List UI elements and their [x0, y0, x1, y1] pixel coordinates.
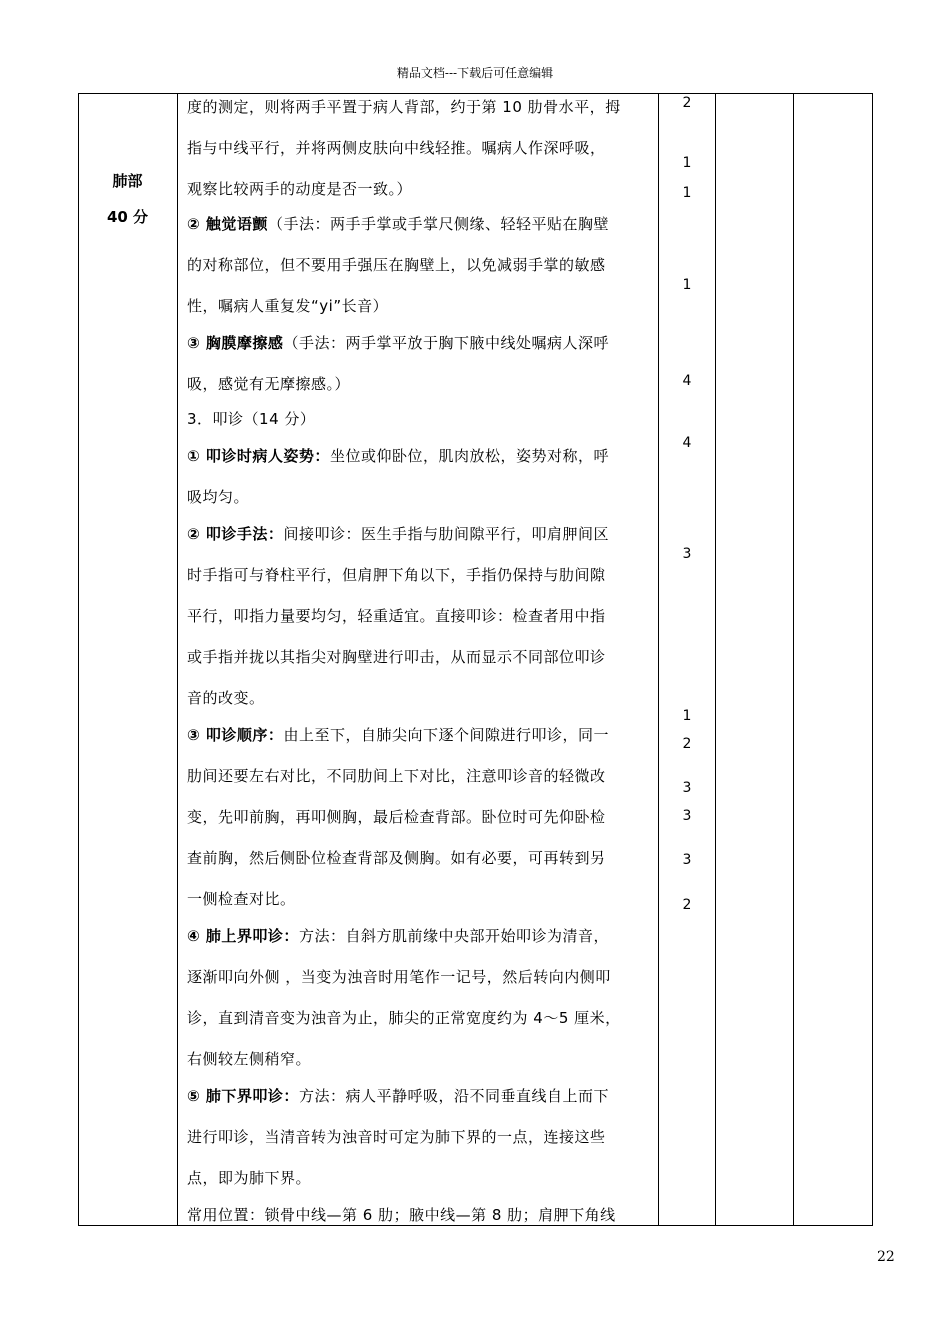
- item-text: 间接叩诊：医生手指与肋间隙平行，叩肩胛间区: [283, 525, 609, 543]
- item-text: 进行叩诊，当清音转为浊音时可定为肺下界的一点，连接这些: [187, 1128, 606, 1146]
- item-heading: ② 叩诊手法：: [187, 525, 284, 543]
- content-line: [187, 1007, 621, 1028]
- content-line: [187, 332, 609, 353]
- content-line: [187, 765, 606, 786]
- score-value: 3: [682, 546, 692, 562]
- score-value: 1: [682, 708, 692, 724]
- score-value: 2: [682, 897, 692, 913]
- item-text: 肋间还要左右对比，不同肋间上下对比，注意叩诊音的轻微改: [187, 767, 606, 785]
- content-line: [187, 847, 606, 868]
- content-line: [187, 445, 609, 466]
- content-line: [187, 96, 621, 117]
- item-text: 变，先叩前胸，再叩侧胸，最后检查背部。卧位时可先仰卧检: [187, 808, 606, 826]
- item-text: 3．叩诊（14 分）: [187, 410, 316, 428]
- content-line: [187, 295, 388, 316]
- item-text: 的对称部位，但不要用手强压在胸壁上，以免减弱手掌的敏感: [187, 256, 606, 274]
- column-divider-1: [177, 93, 178, 1226]
- item-text: 平行，叩指力量要均匀，轻重适宜。直接叩诊：检查者用中指: [187, 607, 606, 625]
- page-header: 精品文档---下载后可任意编辑: [396, 66, 554, 80]
- item-text: 常用位置：锁骨中线—第 6 肋；腋中线—第 8 肋；肩胛下角线: [187, 1206, 616, 1224]
- item-text: （手法：两手掌平放于胸下腋中线处嘱病人深呼: [283, 334, 609, 352]
- item-text: 吸，感觉有无摩擦感。）: [187, 375, 351, 393]
- item-text: 指与中线平行，并将两侧皮肤向中线轻推。嘱病人作深呼吸，: [187, 139, 606, 157]
- table-bottom-border: [78, 1225, 873, 1226]
- assessment-table: [78, 93, 873, 1226]
- content-line: [187, 724, 609, 745]
- section-name: 肺部: [112, 172, 143, 190]
- item-text: 方法：自斜方肌前缘中央部开始叩诊为清音，: [298, 927, 609, 945]
- item-text: 性，嘱病人重复发“yi”长音）: [187, 297, 389, 315]
- content-line: [187, 137, 606, 158]
- score-value: 3: [682, 852, 692, 868]
- score-value: 2: [682, 95, 692, 111]
- content-line: [187, 486, 249, 507]
- score-value: 4: [682, 435, 692, 451]
- content-line: [187, 646, 606, 667]
- item-heading: ① 叩诊时病人姿势：: [187, 447, 330, 465]
- item-text: 度的测定，则将两手平置于病人背部，约于第 10 肋骨水平，拇: [187, 98, 621, 116]
- content-line: [187, 213, 609, 234]
- column-divider-3: [715, 93, 716, 1226]
- content-line: [187, 1085, 609, 1106]
- item-heading: ③ 叩诊顺序：: [187, 726, 284, 744]
- score-value: 1: [682, 185, 692, 201]
- item-text: 点，即为肺下界。: [187, 1169, 312, 1187]
- column-divider-2: [658, 93, 659, 1226]
- score-value: 4: [682, 373, 692, 389]
- section-score: 40 分: [106, 208, 149, 226]
- item-text: 吸均匀。: [187, 488, 250, 506]
- score-value: 1: [682, 155, 692, 171]
- item-text: 由上至下，自肺尖向下逐个间隙进行叩诊，同一: [283, 726, 609, 744]
- content-line: [187, 564, 606, 585]
- content-line: [187, 523, 609, 544]
- content-line: [187, 925, 609, 946]
- score-value: 2: [682, 736, 692, 752]
- content-line: [187, 254, 606, 275]
- item-text: 坐位或仰卧位，肌肉放松，姿势对称，呼: [329, 447, 609, 465]
- item-heading: ⑤ 肺下界叩诊：: [187, 1087, 299, 1105]
- item-text: 逐渐叩向外侧 ，当变为浊音时用笔作一记号，然后转向内侧叩: [187, 968, 611, 986]
- content-line: [187, 1048, 311, 1069]
- item-heading: ② 触觉语颤: [187, 215, 268, 233]
- content-line: [187, 888, 296, 909]
- content-line: [187, 178, 412, 199]
- score-value: 1: [682, 277, 692, 293]
- content-line: [187, 1204, 616, 1225]
- item-text: 音的改变。: [187, 689, 265, 707]
- content-line: [187, 373, 350, 394]
- item-text: 或手指并拢以其指尖对胸壁进行叩击，从而显示不同部位叩诊: [187, 648, 606, 666]
- item-text: 查前胸，然后侧卧位检查背部及侧胸。如有必要，可再转到另: [187, 849, 606, 867]
- table-border-right: [872, 93, 873, 1226]
- item-text: 观察比较两手的动度是否一致。）: [187, 180, 413, 198]
- item-heading: ③ 胸膜摩擦感: [187, 334, 284, 352]
- page-number: 22: [877, 1249, 895, 1265]
- column-divider-4: [793, 93, 794, 1226]
- item-text: 方法：病人平静呼吸，沿不同垂直线自上而下: [298, 1087, 609, 1105]
- item-text: 时手指可与脊柱平行，但肩胛下角以下，手指仍保持与肋间隙: [187, 566, 606, 584]
- item-heading: ④ 肺上界叩诊：: [187, 927, 299, 945]
- table-top-border: [78, 93, 873, 94]
- content-line: [187, 1167, 311, 1188]
- content-line: [187, 806, 606, 827]
- content-line: [187, 605, 606, 626]
- content-line: [187, 1126, 606, 1147]
- item-text: 诊，直到清音变为浊音为止，肺尖的正常宽度约为 4～5 厘米，: [187, 1009, 621, 1027]
- item-text: 右侧较左侧稍窄。: [187, 1050, 312, 1068]
- content-line: [187, 408, 315, 429]
- content-line: [187, 966, 611, 987]
- item-text: 一侧检查对比。: [187, 890, 296, 908]
- item-text: （手法：两手手掌或手掌尺侧缘、轻轻平贴在胸壁: [267, 215, 609, 233]
- score-value: 3: [682, 808, 692, 824]
- content-line: [187, 687, 265, 708]
- table-border-left: [78, 93, 79, 1226]
- score-value: 3: [682, 780, 692, 796]
